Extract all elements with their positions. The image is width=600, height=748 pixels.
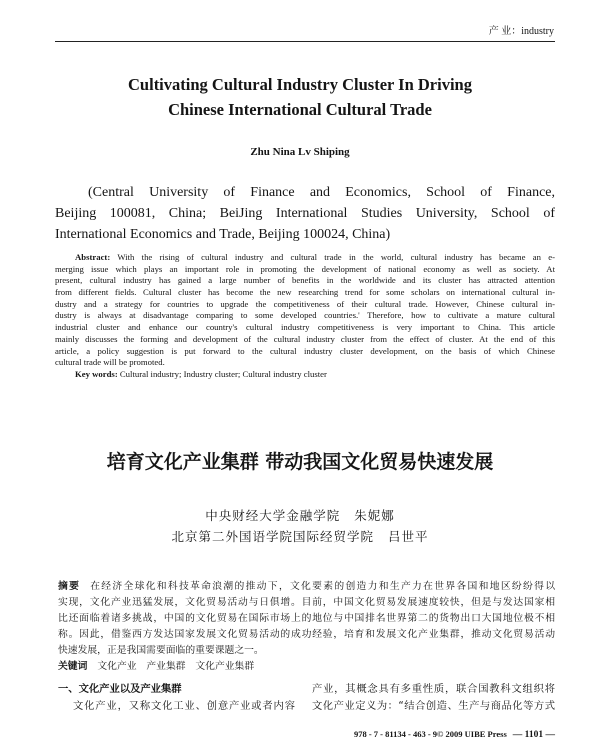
abstract-line: article, a policy suggestion is put forward to the cultural industry cluster development, on the basis of which Chinese bbox=[55, 345, 555, 356]
authors: Zhu Nina Lv Shiping bbox=[250, 146, 350, 158]
abstract-line: dustry is always at disadvantage comparing to some developed countries.' Therefore, how to cultivate a mature cultural bbox=[55, 310, 555, 321]
abstract-line: cultural trade will be promoted. bbox=[55, 357, 165, 368]
keywords-cn-label: 关键词 bbox=[58, 661, 88, 672]
affiliation bbox=[55, 182, 555, 245]
header-rule bbox=[55, 41, 555, 42]
publication-info: 978 - 7 - 81134 - 463 - 9© 2009 UIBE Press bbox=[353, 729, 507, 739]
running-header: 产 业：industry bbox=[488, 26, 554, 37]
keywords-cn bbox=[58, 659, 555, 675]
body-column-left bbox=[58, 681, 295, 715]
abstract-text: With the rising of cultural industry and cultural trade in the world, cultural industry has became an e- bbox=[117, 252, 555, 262]
keywords-cn-text: 文化产业 产业集群 文化产业集群 bbox=[97, 661, 255, 672]
abstract-cn-line: 称。因此，借鉴西方发达国家发展文化贸易活动的成功经验，培育和发展文化产业集群，推动文化贸易活动 bbox=[58, 629, 555, 640]
chinese-authors bbox=[0, 505, 600, 547]
body-line: 文化产业，又称文化工业、创意产业或者内容 bbox=[73, 700, 295, 712]
keywords-label: Key words: bbox=[75, 368, 118, 379]
title-line-2: Chinese International Cultural Trade bbox=[168, 100, 432, 119]
affiliation-line: International Economics and Trade, Beijing 100024, China) bbox=[55, 227, 391, 242]
abstract-line bbox=[55, 252, 555, 264]
abstract-cn-line bbox=[58, 579, 555, 595]
abstract-cn-label: 摘要 bbox=[58, 581, 81, 592]
abstract-label: Abstract: bbox=[75, 252, 111, 262]
author-affiliation: 北京第二外国语学院国际经贸学院 bbox=[171, 529, 374, 544]
author-name: 吕世平 bbox=[388, 529, 429, 544]
affiliation-line: Beijing 100081, China; BeiJing International Studies University, School of bbox=[55, 206, 555, 221]
author-name: 朱妮娜 bbox=[354, 508, 395, 523]
keywords-en bbox=[55, 369, 555, 381]
title-line-1: Cultivating Cultural Industry Cluster In Driving bbox=[128, 75, 472, 94]
body-line: 文化产业定义为：“结合创造、生产与商品化等方式 bbox=[312, 700, 555, 712]
abstract-line: from different fields. Cultural cluster has become the new researching trend for some scholars on international cultural in- bbox=[55, 287, 555, 298]
chinese-author-line bbox=[0, 505, 600, 526]
body-column-right bbox=[312, 681, 555, 715]
page-number: — 1101 — bbox=[512, 730, 555, 740]
chinese-author-line bbox=[0, 526, 600, 547]
abstract-line: mainly discusses the forming and development of the cultural industry cluster from the effect of cluster. At the end of this bbox=[55, 333, 555, 344]
abstract-cn-line: 比还面临着诸多挑战，中国的文化贸易在国际市场上的地位与中国排名世界第二的货物出口大国地位极不相 bbox=[58, 613, 555, 624]
paper-title bbox=[0, 72, 600, 122]
abstract-en bbox=[55, 252, 555, 381]
abstract-line: present, cultural industry has gained a large number of benefits in the worldwide and its cluster has attracted attention bbox=[55, 275, 555, 286]
abstract-line: dustry and a strategy for countries to upgrade the competitiveness of their cultural trade. However, Chinese cultural in- bbox=[55, 298, 555, 309]
abstract-line: industrial cluster and enhance our country's cultural industry competitiveness is very important to China. This article bbox=[55, 322, 555, 333]
abstract-cn-text: 在经济全球化和科技革命浪潮的推动下，文化要素的创造力和生产力在世界各国和地区纷纷得以 bbox=[90, 581, 555, 592]
body-line: 产业，其概念具有多重性质，联合国教科文组织将 bbox=[312, 683, 555, 695]
section-heading: 一、文化产业以及产业集群 bbox=[58, 683, 182, 695]
page-footer bbox=[354, 729, 555, 741]
abstract-cn-line: 实现，文化产业迅猛发展，文化贸易活动与日俱增。目前，中国文化贸易发展速度较快，但是与发达国家相 bbox=[58, 597, 555, 608]
keywords-text: Cultural industry; Industry cluster; Cultural industry cluster bbox=[119, 368, 327, 379]
chinese-title: 培育文化产业集群 带动我国文化贸易快速发展 bbox=[106, 451, 494, 473]
author-affiliation: 中央财经大学金融学院 bbox=[205, 508, 341, 523]
affiliation-line: (Central University of Finance and Economics, School of Finance, bbox=[88, 185, 555, 200]
abstract-line: merging issue which plays an important role in promoting the development of national economy as well as society. At bbox=[55, 263, 555, 274]
abstract-cn-line: 快速发展，正是我国需要面临的重要课题之一。 bbox=[58, 645, 264, 656]
abstract-cn bbox=[58, 579, 555, 675]
